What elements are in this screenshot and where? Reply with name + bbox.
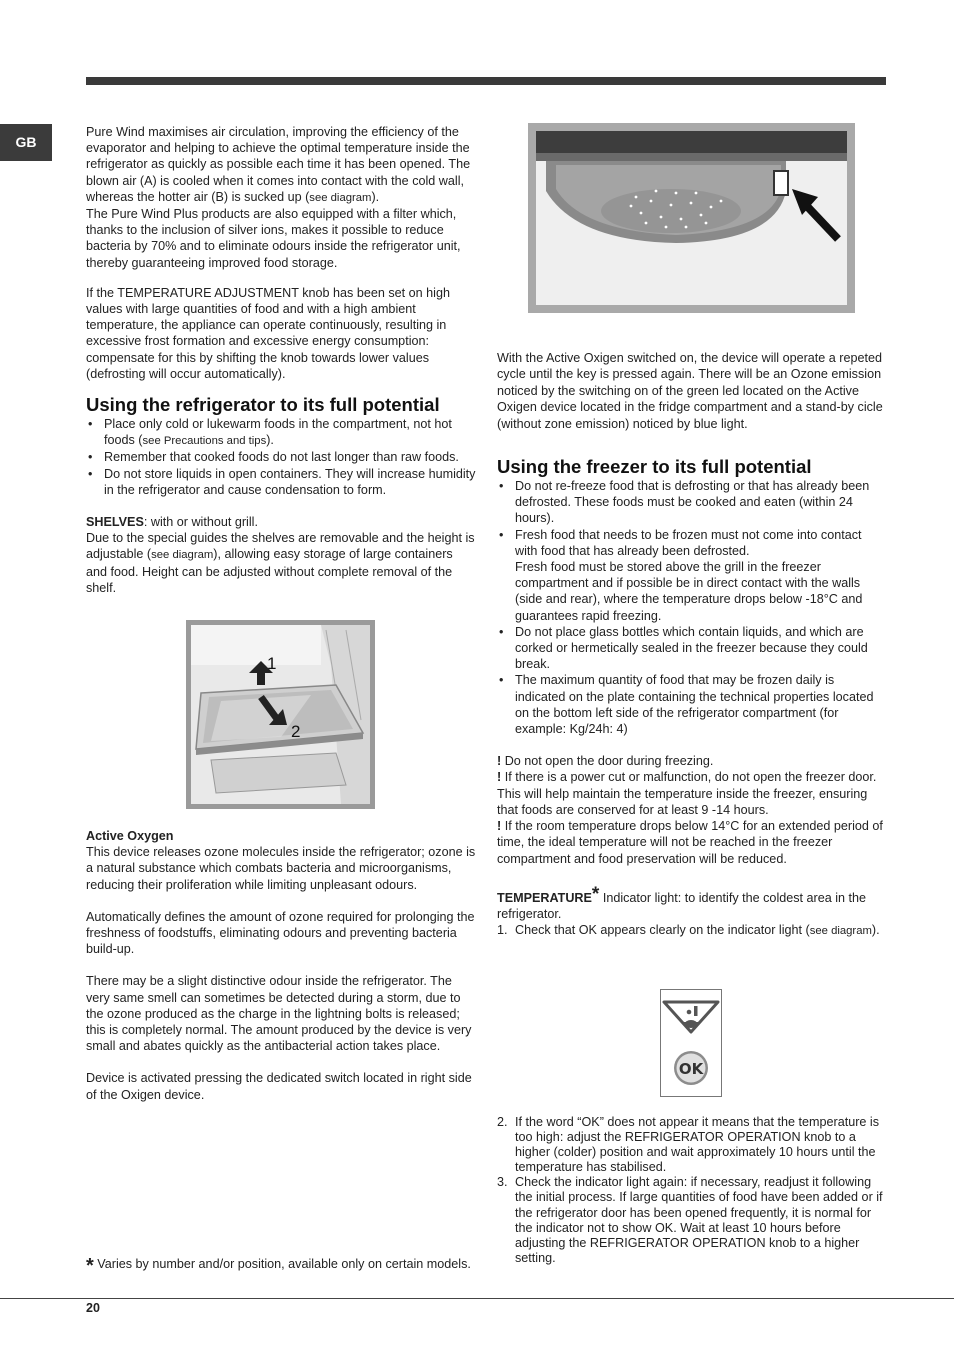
shelf-step-2: 2 — [291, 722, 301, 741]
pure-wind-plus-paragraph: The Pure Wind Plus products are also equipped with a filter which, thanks to the inclusion of silver ions, makes it possible to reduce bacteria by 70% and to eliminate odours inside the refrigerator unit, thereby guaranteeing improved food storage. — [86, 207, 461, 270]
freezer-tips-list — [497, 478, 884, 737]
oxygen-device-diagram — [528, 123, 855, 313]
freezer-warning-3: ! If the room temperature drops below 14°C for an extended period of time, the ideal temperature will not be reached in the freezer compartment and food preservation will be reduced. — [497, 819, 883, 866]
right-column — [497, 350, 884, 939]
freezer-warning-2: ! If there is a power cut or malfunction, do not open the freezer door. This will help maintain the temperature inside the freezer, ensuring that foods are conserved for at least 9 -14 hours. — [497, 770, 877, 817]
oxygen-paragraph-4: Device is activated pressing the dedicated switch located in right side of the Oxigen device. — [86, 1071, 472, 1102]
ok-label: OK — [678, 1060, 704, 1078]
shelves-description: Due to the special guides the shelves are removable and the height is adjustable (see diagram), allowing easy storage of large containers and food. Height can be adjusted without complete removal of the shelf. — [86, 531, 475, 595]
temperature-adjustment-paragraph: If the TEMPERATURE ADJUSTMENT knob has been set on high values with large quantities of food and with a high ambient temperature, the appliance can operate continuously, resulting in excessive frost formation and excessive energy consumption: compensate for this by shifting the knob towards lower values (defrosting will occur automatically). — [86, 285, 450, 381]
list-item: • Remember that cooked foods do not last longer than raw foods. — [86, 449, 476, 465]
temperature-steps-continued — [497, 1115, 884, 1266]
list-item: • The maximum quantity of food that may be frozen daily is indicated on the plate containing the technical properties located on the bottom left side of the refrigerator compartment (for example: Kg/24h: 4) — [497, 672, 884, 737]
list-item: 2. If the word “OK” does not appear it means that the temperature is too high: adjust the REFRIGERATOR OPERATION knob to a higher (colder) position and wait approximately 10 hours until the temperature has stabilised. — [497, 1115, 880, 1175]
header-bar — [86, 77, 886, 85]
oxygen-device-illustration — [536, 131, 847, 305]
footer-rule — [0, 1298, 954, 1299]
shelf-diagram — [186, 620, 375, 809]
footnote: * Varies by number and/or position, available only on certain models. — [86, 1255, 471, 1277]
fridge-tips-list — [86, 416, 476, 498]
list-item: • Do not re-freeze food that is defrosting or that has already been defrosted. These foods must be cooked and eaten (within 24 hours). — [497, 478, 884, 527]
freezer-warning-1: ! Do not open the door during freezing. — [497, 754, 714, 769]
list-item: 1. Check that OK appears clearly on the indicator light (see diagram). — [497, 923, 880, 938]
oxygen-paragraph-1: This device releases ozone molecules inside the refrigerator; ozone is a natural substance which combats bacteria and microorganisms, reducing their proliferation while limiting unpleasant odours. — [86, 845, 476, 892]
oxygen-paragraph-3: There may be a slight distinctive odour inside the refrigerator. The very same smell can sometimes be detected during a storm, due to the ozone produced as the charge in the lightning bolts is released; this is completely normal. The amount produced by the device is very small and abates quickly as the antibacterial action takes place. — [86, 974, 472, 1054]
active-oxygen-heading: Active Oxygen — [86, 829, 174, 843]
list-item: • Place only cold or lukewarm foods in the compartment, not hot foods (see Precautions and tips). — [86, 416, 476, 449]
pure-wind-paragraph: Pure Wind maximises air circulation, improving the efficiency of the evaporator and helping to achieve the optimal temperature inside the refrigerator as quickly as possible each time it has been opened. The blown air (A) is cooled when it comes into contact with the cold wall, whereas the hotter air (B) is sucked up (see diagram). — [86, 125, 471, 204]
list-item: • Fresh food that needs to be frozen must not come into contact with food that has already been defrosted. Fresh food must be stored above the grill in the freezer compartment and if possible be in direct contact with the walls (side and rear), where the temperature drops below -18°C and guarantees rapid freezing. — [497, 527, 884, 624]
page-number: 20 — [86, 1301, 100, 1315]
oxygen-paragraph-2: Automatically defines the amount of ozone required for prolonging the freshness of foodstuffs, eliminating odours and preventing bacteria build-up. — [86, 909, 475, 957]
list-item: 3. Check the indicator light again: if necessary, readjust it following the initial process. If large quantities of food have been added or if the refrigerator door has been opened frequently, it is normal for the indicator not to show OK. Wait at least 10 hours before adjusting the REFRIGERATOR OPERATION knob to a higher setting. — [497, 1175, 883, 1265]
temperature-steps-2 — [497, 1115, 884, 1266]
temperature-paragraph: TEMPERATURE* Indicator light: to identify the coldest area in the refrigerator. — [497, 883, 867, 921]
fridge-section-heading: Using the refrigerator to its full potential — [86, 394, 440, 416]
active-oxygen-section — [86, 828, 476, 1103]
shelves-paragraph: SHELVES: with or without grill. — [86, 515, 258, 530]
list-item: • Do not place glass bottles which contain liquids, and which are corked or hermetically sealed in the freezer because they could break. — [497, 624, 884, 673]
temperature-steps — [497, 922, 884, 939]
language-tab: GB — [0, 124, 52, 161]
list-item: • Do not store liquids in open containers. They will increase humidity in the refrigerator and cause condensation to form. — [86, 466, 476, 498]
indicator-illustration — [661, 990, 721, 1096]
temperature-indicator-diagram — [660, 989, 722, 1097]
shelf-step-1: 1 — [267, 654, 277, 673]
shelf-illustration — [191, 625, 370, 804]
freezer-section-heading: Using the freezer to its full potential — [497, 456, 812, 478]
oxygen-paragraph-5: With the Active Oxigen switched on, the device will operate a repeted cycle until the key is pressed again. There will be an Ozone emission noticed by the switching on of the green led located on the Active Oxigen device located in the fridge compartment and a stand-by cicle (without zone emission) noticed by blue light. — [497, 351, 883, 431]
left-column — [86, 124, 476, 596]
